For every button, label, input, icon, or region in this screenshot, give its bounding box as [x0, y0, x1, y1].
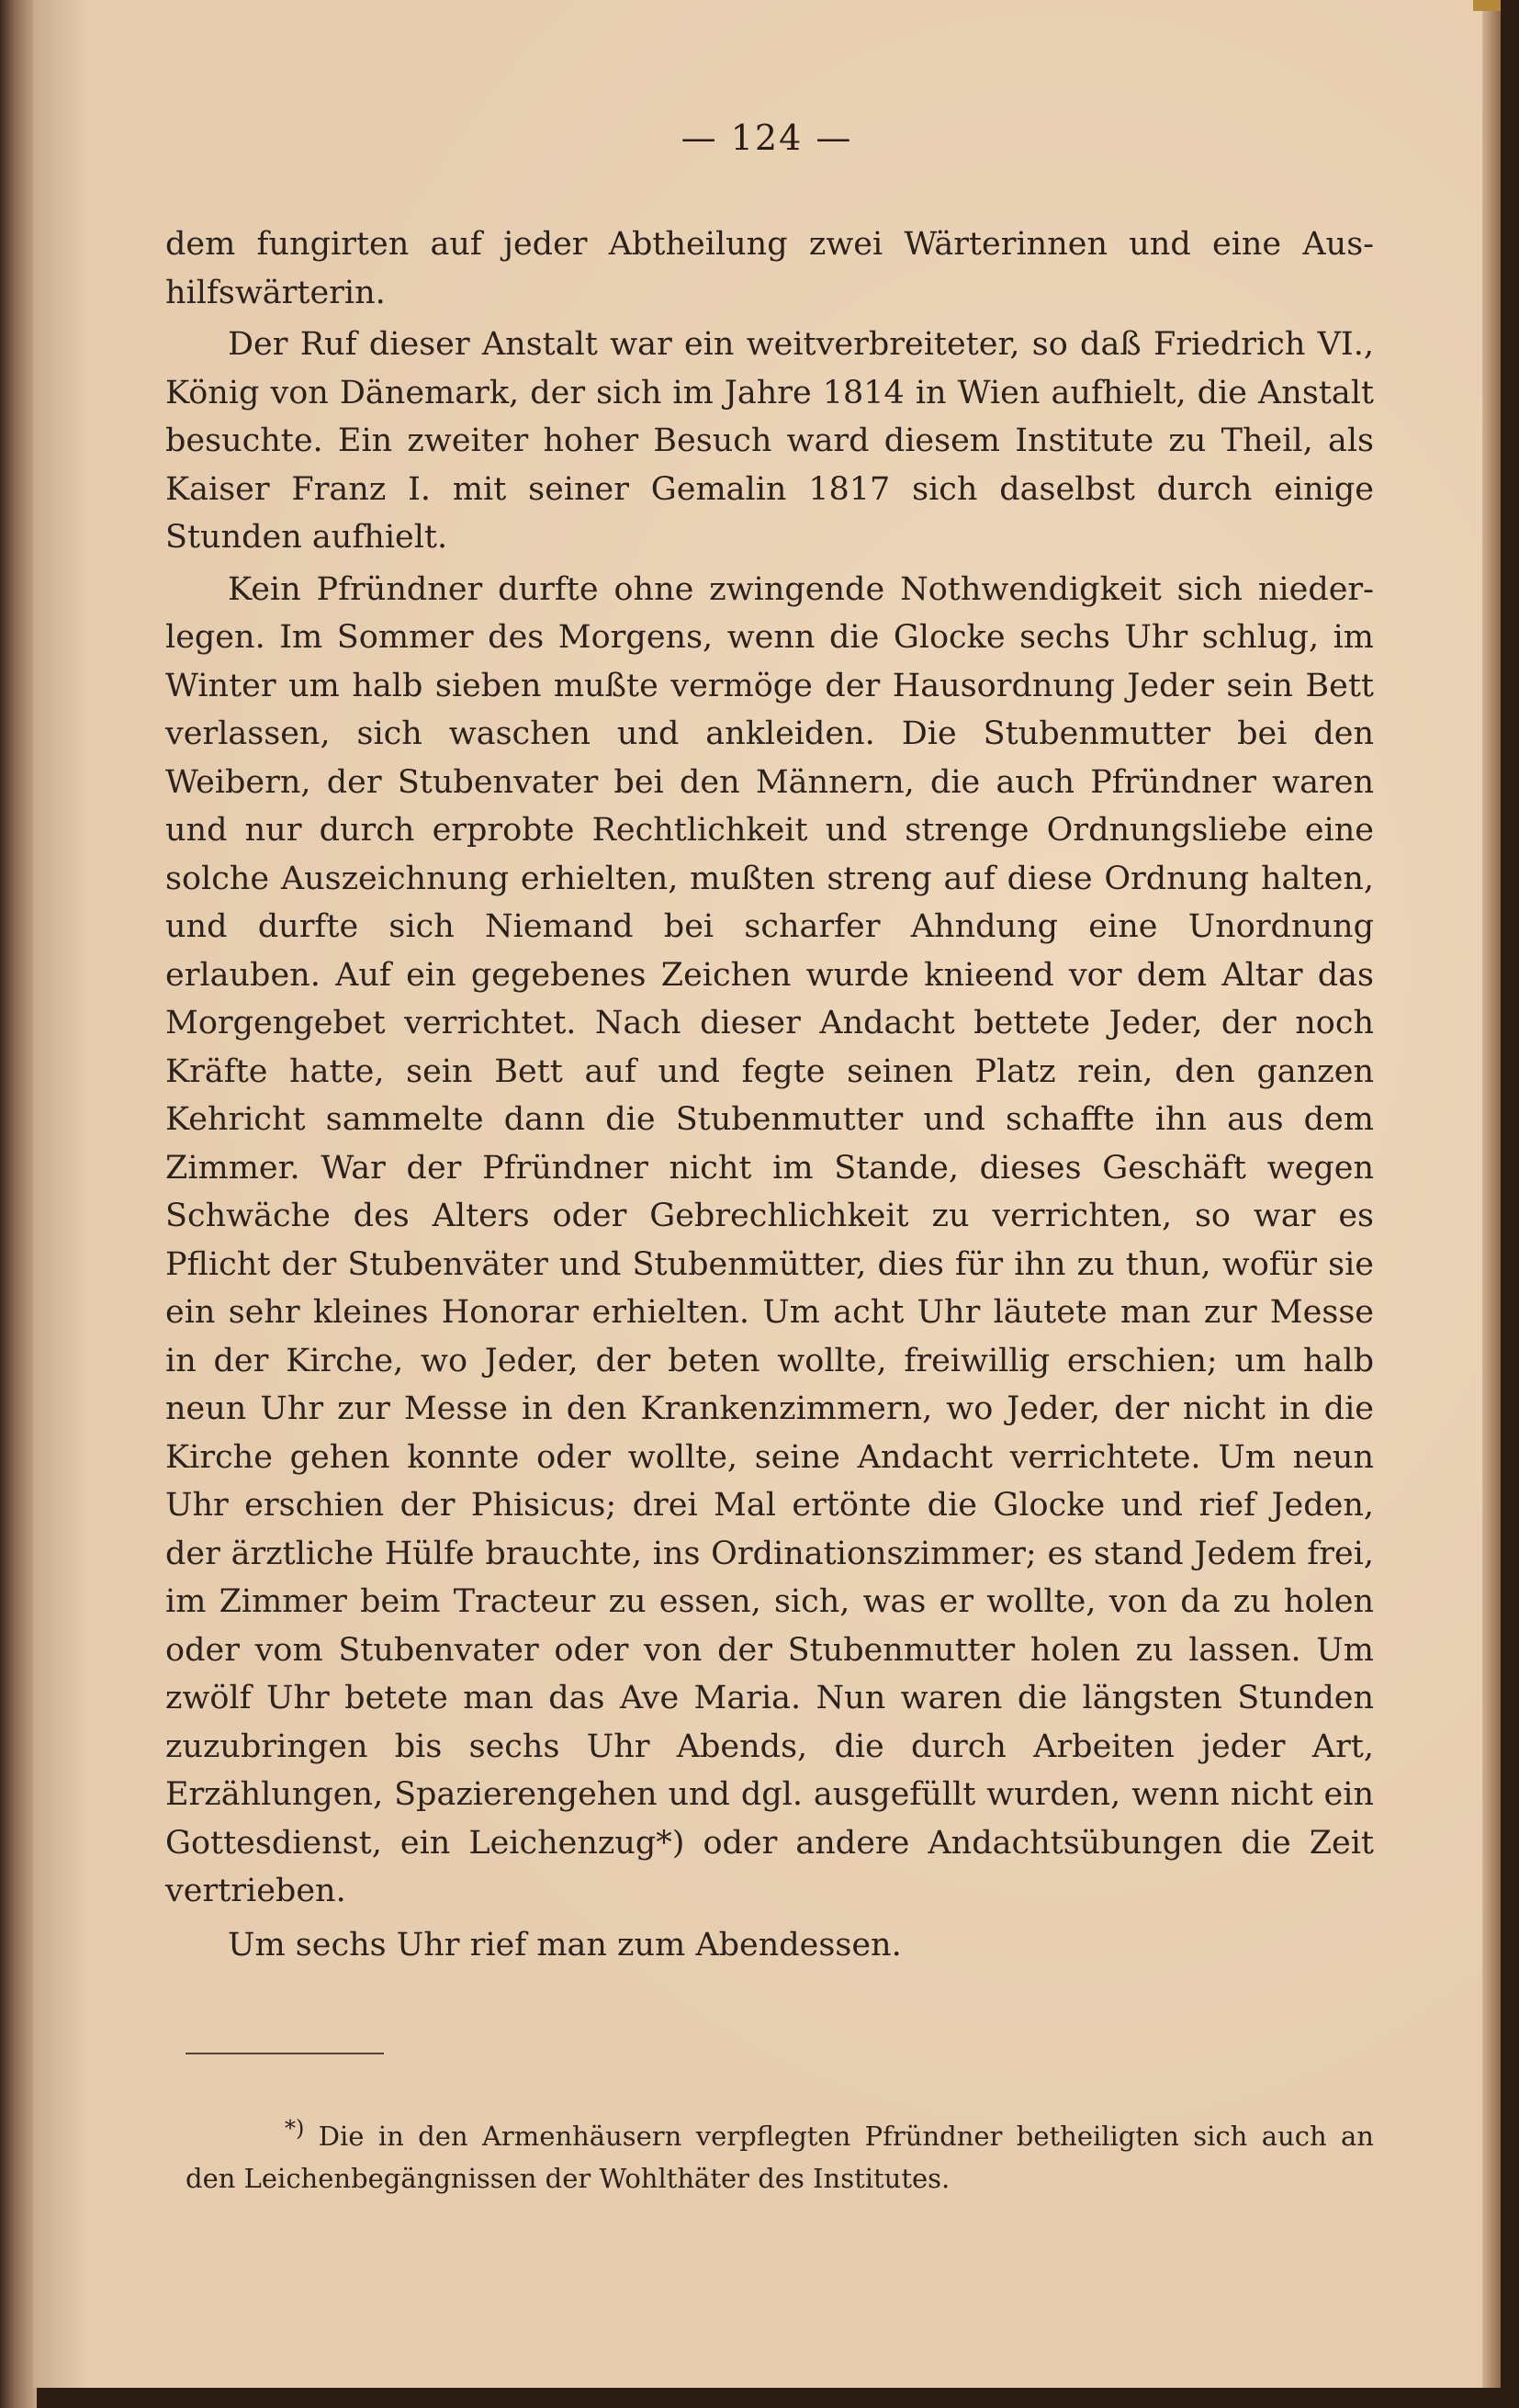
footnote-divider: [186, 2053, 384, 2054]
book-spine-edge: [0, 0, 37, 2408]
book-page: [33, 0, 1501, 2388]
gilt-edge-corner: [1473, 0, 1501, 11]
page-right-edge: [1482, 0, 1501, 2388]
paragraph-continuation: dem fungirten auf jeder Abtheilung zwei Wärterinnen und eine Aus-hilfswärterin.: [165, 226, 1374, 311]
footnote-text: Die in den Armenhäusern verpflegten Pfründner betheiligten sich auch an den Leichenbegängnissen der Wohlthäter des Institutes.: [186, 2121, 1374, 2194]
page-number: — 124 —: [681, 118, 853, 158]
paragraph-daily-routine: Kein Pfründner durfte ohne zwingende Nothwendigkeit sich nieder-legen. Im Sommer des Morgens, wenn die Glocke sechs Uhr schlug, im Winter um halb sieben mußte vermöge der Hausordnung Jeder sein Bett verlassen, sich waschen und ankleiden. Die Stubenmutter bei den Weibern, der Stubenvater bei den Männern, die auch Pfründner waren und nur durch erprobte Rechtlichkeit und strenge Ordnungsliebe eine solche Auszeichnung erhielten, mußten streng auf diese Ordnung halten, und durfte sich Niemand bei scharfer Ahndung eine Unordnung erlauben. Auf ein gegebenes Zeichen wurde knieend vor dem Altar das Morgengebet verrichtet. Nach dieser Andacht bettete Jeder, der noch Kräfte hatte, sein Bett auf und fegte seinen Platz rein, den ganzen Kehricht sammelte dann die Stubenmutter und schaffte ihn aus dem Zimmer. War der Pfründner nicht im Stande, dieses Geschäft wegen Schwäche des Alters oder Gebrechlichkeit zu verrichten, so war es Pflicht der Stubenväter und Stubenmütter, dies für ihn zu thun, wofür sie ein sehr kleines Honorar erhielten. Um acht Uhr läutete man zur Messe in der Kirche, wo Jeder, der beten wollte, freiwillig erschien; um halb neun Uhr zur Messe in den Krankenzimmern, wo Jeder, der nicht in die Kirche gehen konnte oder wollte, seine Andacht verrichtete. Um neun Uhr erschien der Phisicus; drei Mal ertönte die Glocke und rief Jeden, der ärztliche Hülfe brauchte, ins Ordinationszimmer; es stand Jedem frei, im Zimmer beim Tracteur zu essen, sich, was er wollte, von da zu holen oder vom Stubenvater oder von der Stubenmutter holen zu lassen. Um zwölf Uhr betete man das Ave Maria. Nun waren die längsten Stunden zuzubringen bis sechs Uhr Abends, die durch Arbeiten jeder Art, Erzählungen, Spazierengehen und dgl. ausgefüllt wurden, wenn nicht ein Gottesdienst, ein Leichenzug*) oder andere Andachtsübungen die Zeit vertrieben.: [165, 570, 1374, 1909]
paragraph-visitors: Der Ruf dieser Anstalt war ein weitverbreiteter, so daß Friedrich VI., König von Dänemark, der sich im Jahre 1814 in Wien aufhielt, die Anstalt besuchte. Ein zweiter hoher Besuch ward diesem Institute zu Theil, als Kaiser Franz I. mit seiner Gemalin 1817 sich daselbst durch einige Stunden aufhielt.: [165, 326, 1374, 556]
footnote: [186, 2115, 1374, 2200]
footnote-marker: *): [285, 2115, 305, 2142]
paragraph-evening-meal: Um sechs Uhr rief man zum Abendessen.: [228, 1926, 902, 1964]
body-text: [165, 220, 1374, 1969]
